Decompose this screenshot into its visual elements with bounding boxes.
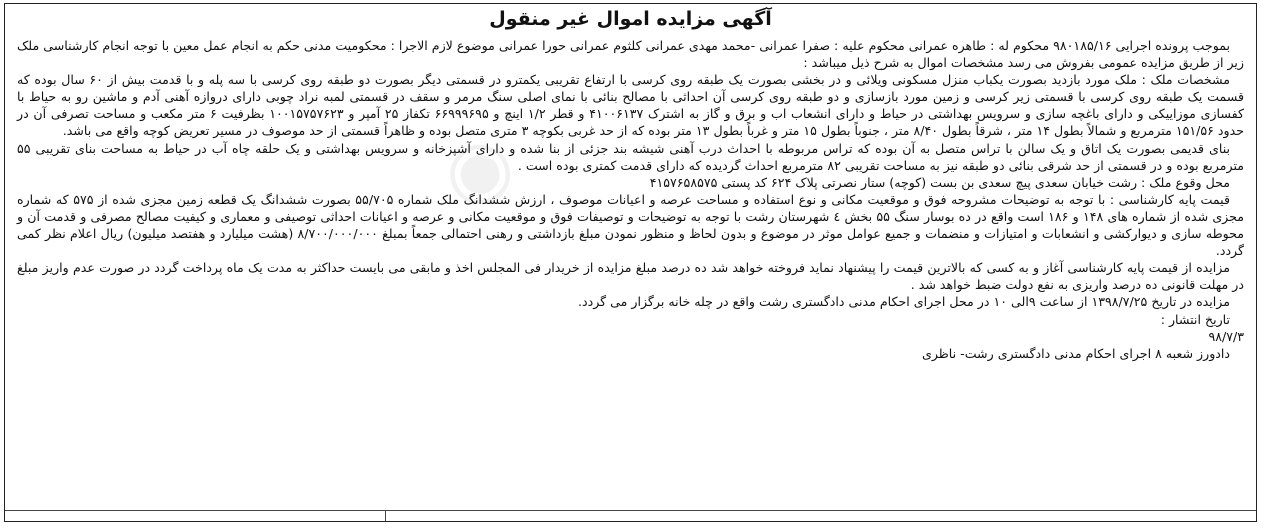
publish-line	[17, 311, 1244, 345]
publish-label: تاریخ انتشار :	[1160, 311, 1230, 327]
footer-divider	[385, 511, 386, 521]
paragraph-auction-date: مزایده در تاریخ ۱۳۹۸/۷/۲۵ از ساعت ۹الی ۱۰ در محل اجرای احکام مدنی دادگستری رشت واقع در چله خانه برگزار می گردد.	[577, 294, 1230, 310]
signature: دادورز شعبه ۸ اجرای احکام مدنی دادگستری رشت- ناظری	[921, 345, 1230, 361]
paragraph-base-price: قیمت پایه کارشناسی : با توجه به توضیحات مشروحه فوق و موقعیت مکانی و نوع استفاده و مساحت عرصه و اعیانات موصوف ، ارزش ششدانگ ملک شماره ۵۵/۷۰۵ بصورت ششدانگ یک قطعه زمین مجزی شده از ۵۷۵ که شماره مجزی شده از شماره های ۱۴۸ و ۱۸۶ است واقع در ده بوسار سنگ ۵۵ بخش ٤ شهرستان رشت با توجه به توضیحات و توصیفات فوق و موقعیت مکانی و عرصه و اعیانات احداثی توصیفی و معماری و کیفیت مصالح مصرفی و قدمت آن و محوطه سازی و دیوارکشی و انشعابات و امتیازات و منضمات و جمیع عوامل موثر در موضوع و بدون لحاظ و منظور نمودن مبلغ بازداشتی و رهنی احتمالی جمعاً بمبلغ ۸/۷۰۰/۰۰۰/۰۰۰ (هشت میلیارد و هفتصد میلیون) ریال اعلام نظر کمی گردد.	[17, 191, 1245, 259]
paragraph-auction-terms: مزایده از قیمت پایه کارشناسی آغاز و به کسی که بالاترین قیمت را پیشنهاد نماید فروخته خواهد شد ده درصد مبلغ مزایده از خریدار فی المجلس اخذ و مابقی می بایست حداکثر به مدت یک ماه پرداخت گردد در صورت عدم واریز مبلغ در مهلت قانونی ده درصد واریزی به نفع دولت ضبط خواهد شد .	[17, 260, 1244, 293]
notice-title: آگهی مزایده اموال غیر منقول	[489, 8, 772, 30]
watermark: ◉	[436, 117, 522, 221]
footer-rule	[5, 510, 1256, 521]
notice-frame	[4, 3, 1257, 522]
paragraph-property-specs: مشخصات ملک : ملک مورد بازدید بصورت یکباب منزل مسکونی ویلائی و در بخشی بصورت یک طبقه روی کرسی با ارتفاع تقریبی یکمترو در قسمتی دیگر بصورت دو طبقه روی کرسی با سه پله و با قدمت بیش از ۶۰ سال بوده که قسمت یک طبقه روی کرسی با قسمتی زیر کرسی و زمین مورد بازسازی و دو طبقه روی کرسی آن احداثی با مصالح بنائی با نمای اصلی سنگ مرمر و سقف در قسمتی لمبه نراد چوبی دارای دروازه آهنی آدم و ماشین رو به حیاط با کفسازی موزاییکی و دارای باغچه سازی و سرویس بهداشتی در حیاط و دارای انشعاب اب و برق و گاز به اشترک ۴۱۰۰۶۱۳۷ و قطر ۱/۲ اینچ و ۶۶۹۹۹۶۹۵ تکفاز ۲۵ آمپر و ۱۰۰۱۵۷۵۷۶۲۳ بظرفیت ۶ متر مکعب و مساحت تصرفی آن در حدود ۱۵۱/۵۶ مترمربع و شمالاً بطول ۱۴ متر ، شرقاً بطول ۸/۴۰ متر ، جنوباً بطول ۱۵ متر و غرباً بطول ۱۳ متر بوده که از حد غربی بکوچه ۳ متری متصل بوده و ظاهراً قسمتی از حد موصوف در مسیر تعریض کوچه واقع می باشد.	[17, 72, 1244, 139]
publish-date: ۹۸/۷/۳	[1208, 328, 1244, 344]
notice-body	[17, 37, 1244, 362]
paragraph-case: بموجب پرونده اجرایی ۹۸۰۱۸۵/۱۶ محکوم له : طاهره عمرانی محکوم علیه : صفرا عمرانی -محمد مهدی عمرانی کلثوم عمرانی حورا عمرانی موضوع لازم الاجرا : محکومیت مدنی حکم به انجام عمل معین با توجه انجام کارشناسی ملک زیر از طریق مزایده عمومی بفروش می رسد مشخصات اموال به شرح ذیل میباشد :	[17, 38, 1244, 71]
paragraph-old-building: بنای قدیمی بصورت یک اتاق و یک سالن با تراس متصل به آن بوده که تراس مربوطه با احداث درب آهنی شیشه بند جزئی از بنا شده و دارای آشپزخانه و سرویس بهداشتی و یک حلقه چاه آب در حیاط به مساحت بنای تقریبی ۵۵ مترمربع بوده و در قسمتی از حد شرقی بنائی دو طبقه نیز به مساحت تقریبی ۸۲ مترمربع احداث گردیده که دارای قدمت کمتری بوده است .	[17, 140, 1244, 173]
paragraph-location: محل وقوع ملک : رشت خیابان سعدی پیچ سعدی بن بست (کوچه) ستار نصرتی پلاک ۶۲۴ کد پستی ۴۱۵۷۶۵۸۵۷۵	[649, 174, 1230, 190]
